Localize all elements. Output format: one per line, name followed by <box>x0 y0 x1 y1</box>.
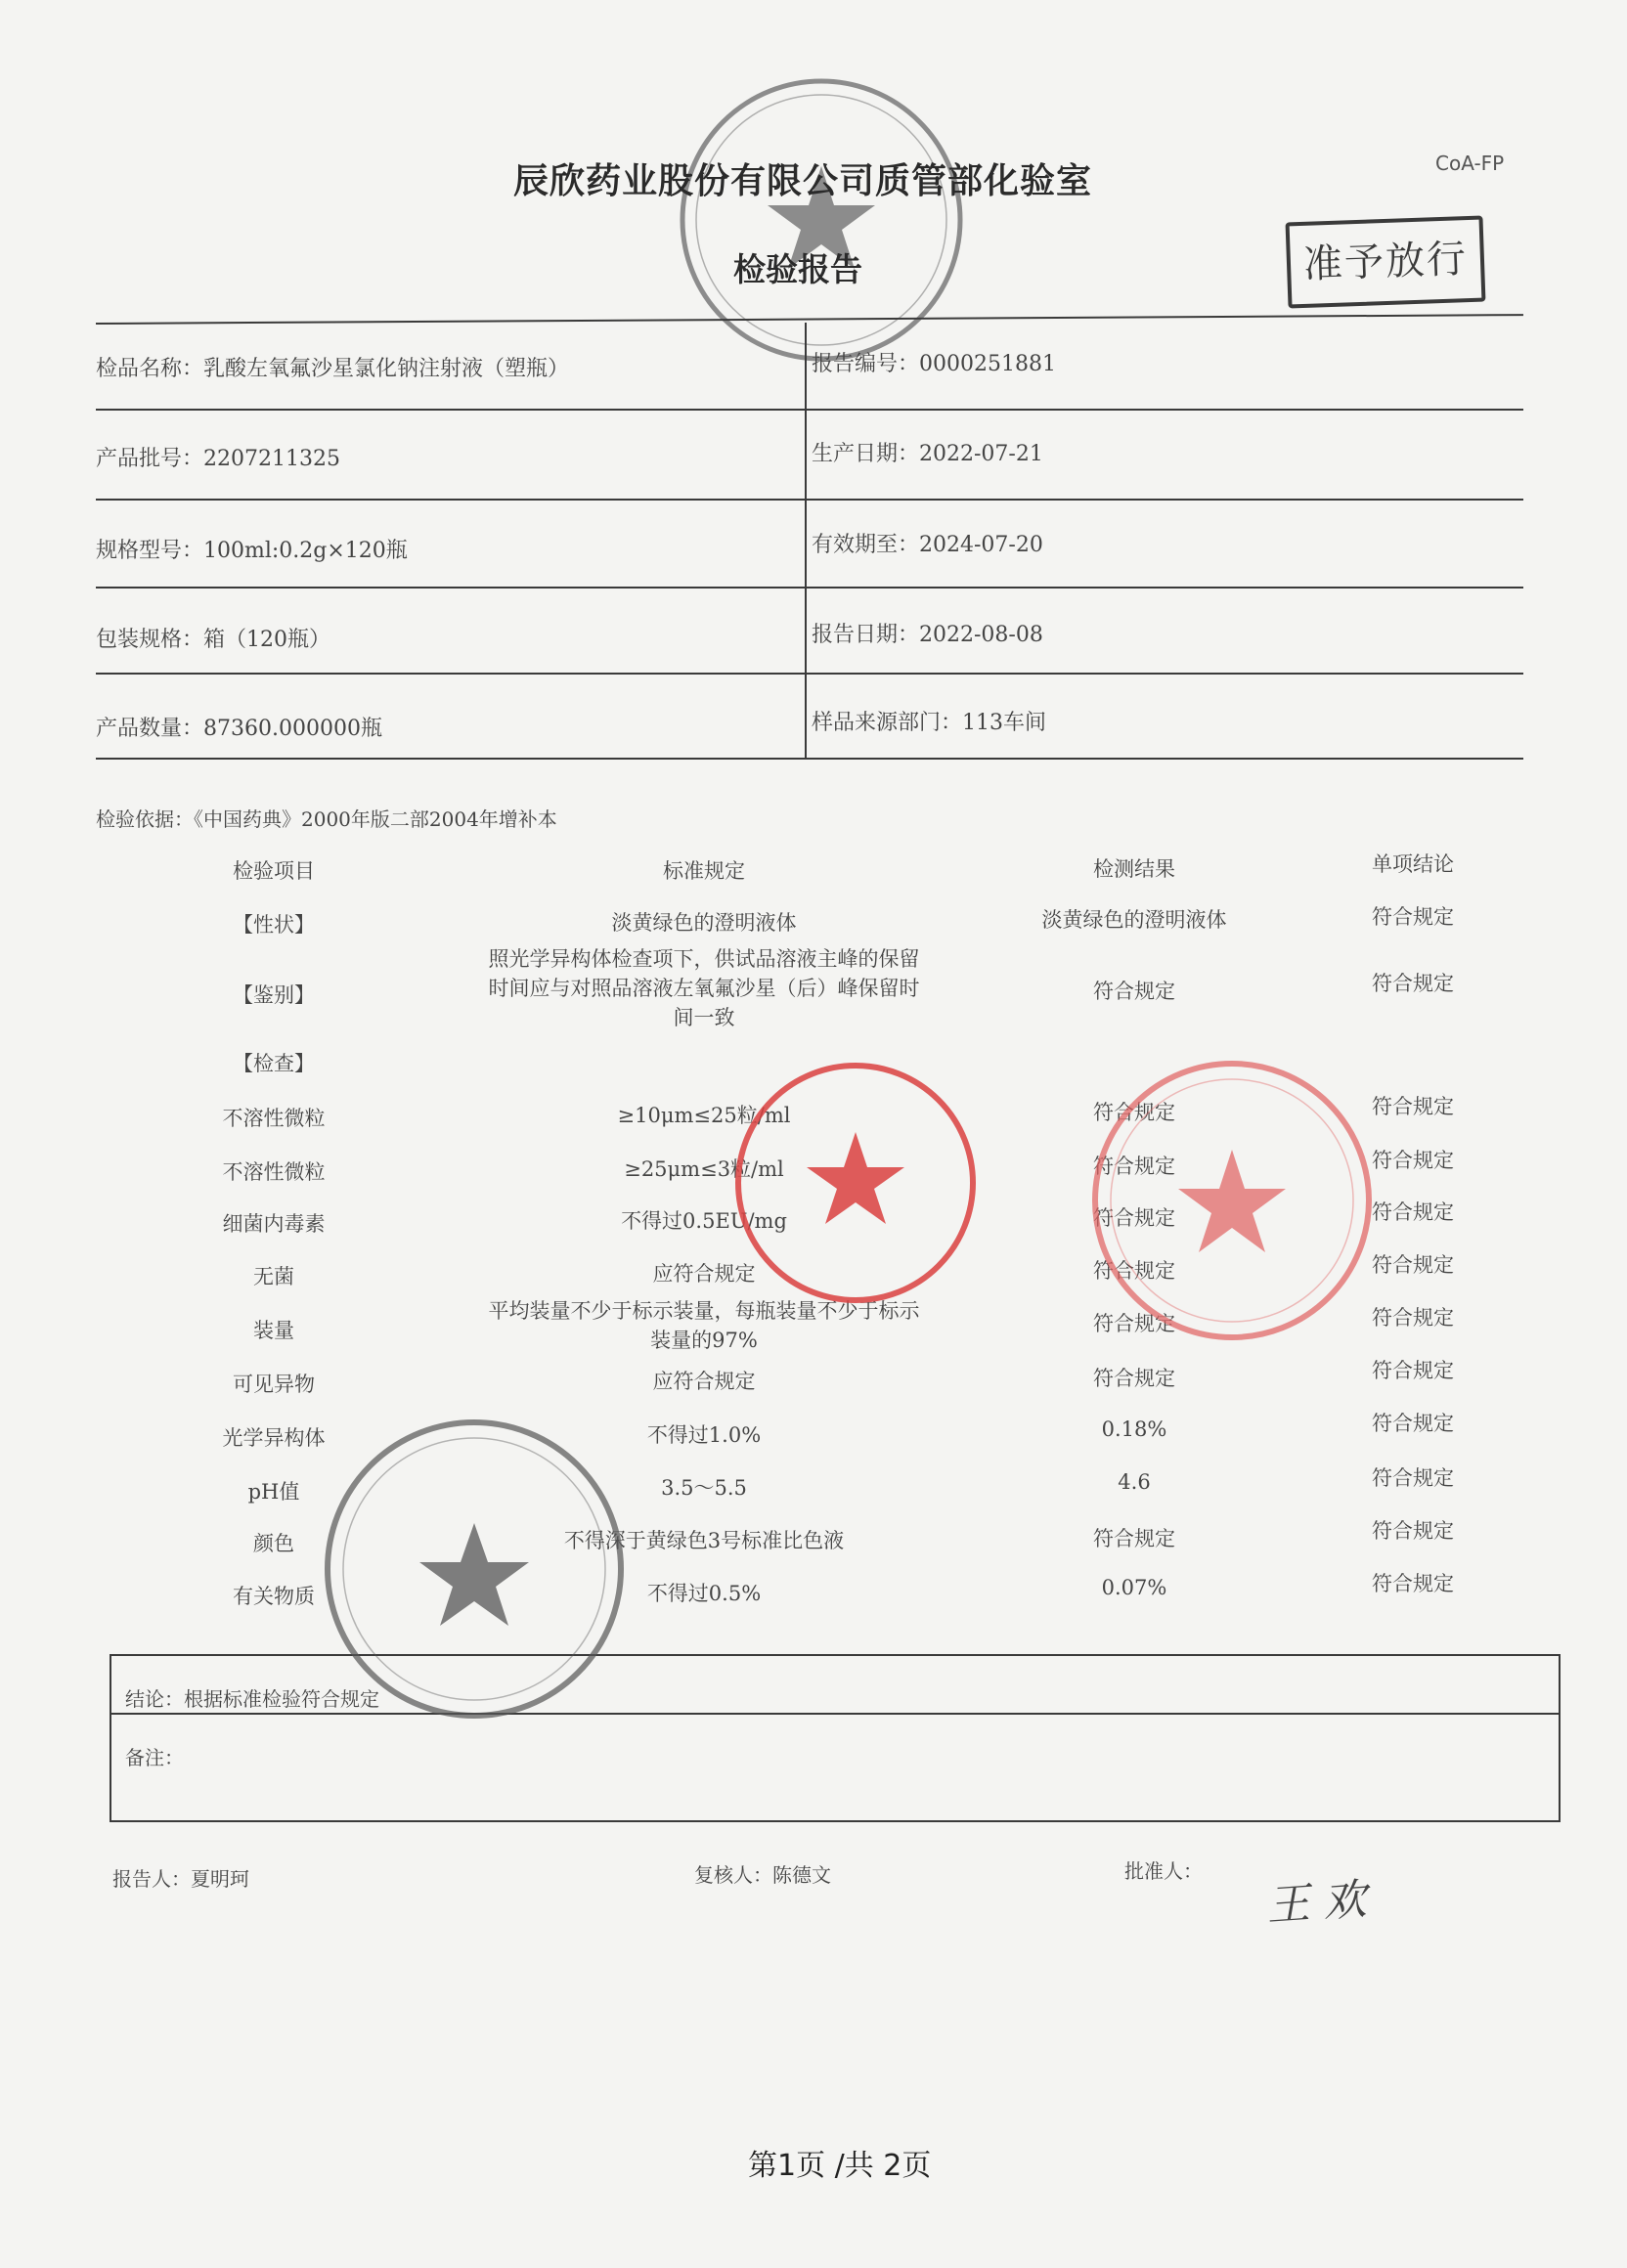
sample-source: 样品来源部门：113车间 <box>812 711 1046 735</box>
batch-number: 产品批号：2207211325 <box>96 447 340 471</box>
document-code: CoA-FP <box>1435 152 1505 175</box>
packaging: 包装规格：箱（120瓶） <box>96 628 330 652</box>
row-standard: 应符合规定 <box>652 1262 756 1286</box>
approver-signature: 王 欢 <box>1264 1874 1368 1932</box>
row-result: 4.6 <box>1118 1470 1151 1494</box>
row-item: 光学异构体 <box>222 1426 326 1450</box>
remarks-label: 备注： <box>125 1746 184 1769</box>
reviewer: 复核人：陈德文 <box>694 1863 831 1887</box>
row-item: 装量 <box>253 1319 294 1342</box>
row-result: 符合规定 <box>1093 1312 1175 1335</box>
row-item: 不溶性微粒 <box>222 1160 326 1184</box>
company-seal-top <box>675 73 968 367</box>
approver-label: 批准人： <box>1124 1859 1203 1883</box>
row-standard: 不得深于黄绿色3号标准比色液 <box>563 1529 845 1552</box>
row-standard-line1: 照光学异构体检查项下，供试品溶液主峰的保留 <box>488 947 920 971</box>
conclusion-text: 结论：根据标准检验符合规定 <box>125 1687 379 1711</box>
quality-seal-bottom <box>313 1408 636 1730</box>
row-result: 符合规定 <box>1093 1206 1175 1230</box>
row-result: 符合规定 <box>1093 1527 1175 1550</box>
row-result: 0.07% <box>1101 1576 1167 1599</box>
info-rule-5 <box>96 758 1523 760</box>
row-item: 【鉴别】 <box>233 983 315 1007</box>
row-result: 符合规定 <box>1093 1367 1175 1390</box>
row-conclusion: 符合规定 <box>1372 1095 1454 1118</box>
row-item: pH值 <box>247 1480 300 1504</box>
row-item: 细菌内毒素 <box>222 1212 326 1236</box>
row-conclusion: 符合规定 <box>1372 1572 1454 1595</box>
row-standard-line2: 装量的97% <box>650 1329 758 1352</box>
row-standard: 淡黄绿色的澄明液体 <box>611 911 797 935</box>
product-quantity: 产品数量：87360.000000瓶 <box>96 717 382 741</box>
row-standard: 应符合规定 <box>652 1370 756 1393</box>
company-title: 辰欣药业股份有限公司质管部化验室 <box>513 160 1093 201</box>
row-standard-line2: 时间应与对照品溶液左氧氟沙星（后）峰保留时 <box>488 977 920 1000</box>
quality-seal-right <box>1085 1054 1379 1347</box>
row-result: 淡黄绿色的澄明液体 <box>1041 908 1227 932</box>
production-date: 生产日期：2022-07-21 <box>812 442 1043 466</box>
row-standard-line1: 平均装量不少于标示装量，每瓶装量不少于标示 <box>488 1299 920 1323</box>
row-item: 颜色 <box>253 1532 294 1555</box>
row-conclusion: 符合规定 <box>1372 905 1454 929</box>
row-item: 【性状】 <box>233 913 315 937</box>
row-item: 有关物质 <box>233 1585 315 1608</box>
row-standard: ≥25μm≤3粒/ml <box>624 1157 784 1181</box>
row-item: 不溶性微粒 <box>222 1107 326 1130</box>
row-conclusion: 符合规定 <box>1372 1359 1454 1382</box>
row-standard: 不得过1.0% <box>646 1423 762 1447</box>
row-result: 符合规定 <box>1093 1259 1175 1283</box>
row-result: 符合规定 <box>1093 980 1175 1003</box>
row-item: 【检查】 <box>233 1052 315 1075</box>
page-number: 第1页 /共 2页 <box>748 2149 932 2183</box>
info-rule-3 <box>96 587 1523 589</box>
header-standard: 标准规定 <box>663 859 745 883</box>
specification: 规格型号：100ml:0.2g×120瓶 <box>96 539 408 563</box>
report-date: 报告日期：2022-08-08 <box>812 623 1043 647</box>
row-standard: 3.5～5.5 <box>661 1476 747 1500</box>
product-name: 检品名称：乳酸左氧氟沙星氯化钠注射液（塑瓶） <box>96 357 570 381</box>
row-result: 0.18% <box>1101 1418 1167 1441</box>
info-divider <box>805 323 807 758</box>
row-conclusion: 符合规定 <box>1372 972 1454 995</box>
header-conclusion: 单项结论 <box>1372 852 1454 876</box>
row-standard: 不得过0.5EU/mg <box>621 1209 787 1233</box>
release-stamp: 准予放行 <box>1286 216 1486 309</box>
row-conclusion: 符合规定 <box>1372 1306 1454 1330</box>
info-rule-4 <box>96 673 1523 675</box>
row-conclusion: 符合规定 <box>1372 1519 1454 1543</box>
test-basis: 检验依据：《中国药典》2000年版二部2004年增补本 <box>96 807 557 831</box>
row-result: 符合规定 <box>1093 1101 1175 1124</box>
quality-seal-middle <box>728 1056 983 1310</box>
row-conclusion: 符合规定 <box>1372 1466 1454 1490</box>
row-item: 可见异物 <box>233 1373 315 1396</box>
row-standard-line3: 间一致 <box>673 1006 735 1029</box>
info-rule-1 <box>96 409 1523 411</box>
expiry-date: 有效期至：2024-07-20 <box>812 533 1043 557</box>
header-result: 检测结果 <box>1093 857 1175 881</box>
row-standard: 不得过0.5% <box>646 1582 762 1605</box>
header-item: 检验项目 <box>233 859 315 883</box>
report-number: 报告编号：0000251881 <box>812 352 1056 376</box>
row-result: 符合规定 <box>1093 1155 1175 1178</box>
info-rule-2 <box>96 499 1523 501</box>
row-conclusion: 符合规定 <box>1372 1200 1454 1224</box>
row-item: 无菌 <box>253 1265 294 1288</box>
row-standard: ≥10μm≤25粒/ml <box>617 1104 791 1127</box>
report-title: 检验报告 <box>733 250 862 288</box>
reporter: 报告人：夏明珂 <box>112 1867 249 1891</box>
row-conclusion: 符合规定 <box>1372 1412 1454 1435</box>
row-conclusion: 符合规定 <box>1372 1253 1454 1277</box>
row-conclusion: 符合规定 <box>1372 1149 1454 1172</box>
